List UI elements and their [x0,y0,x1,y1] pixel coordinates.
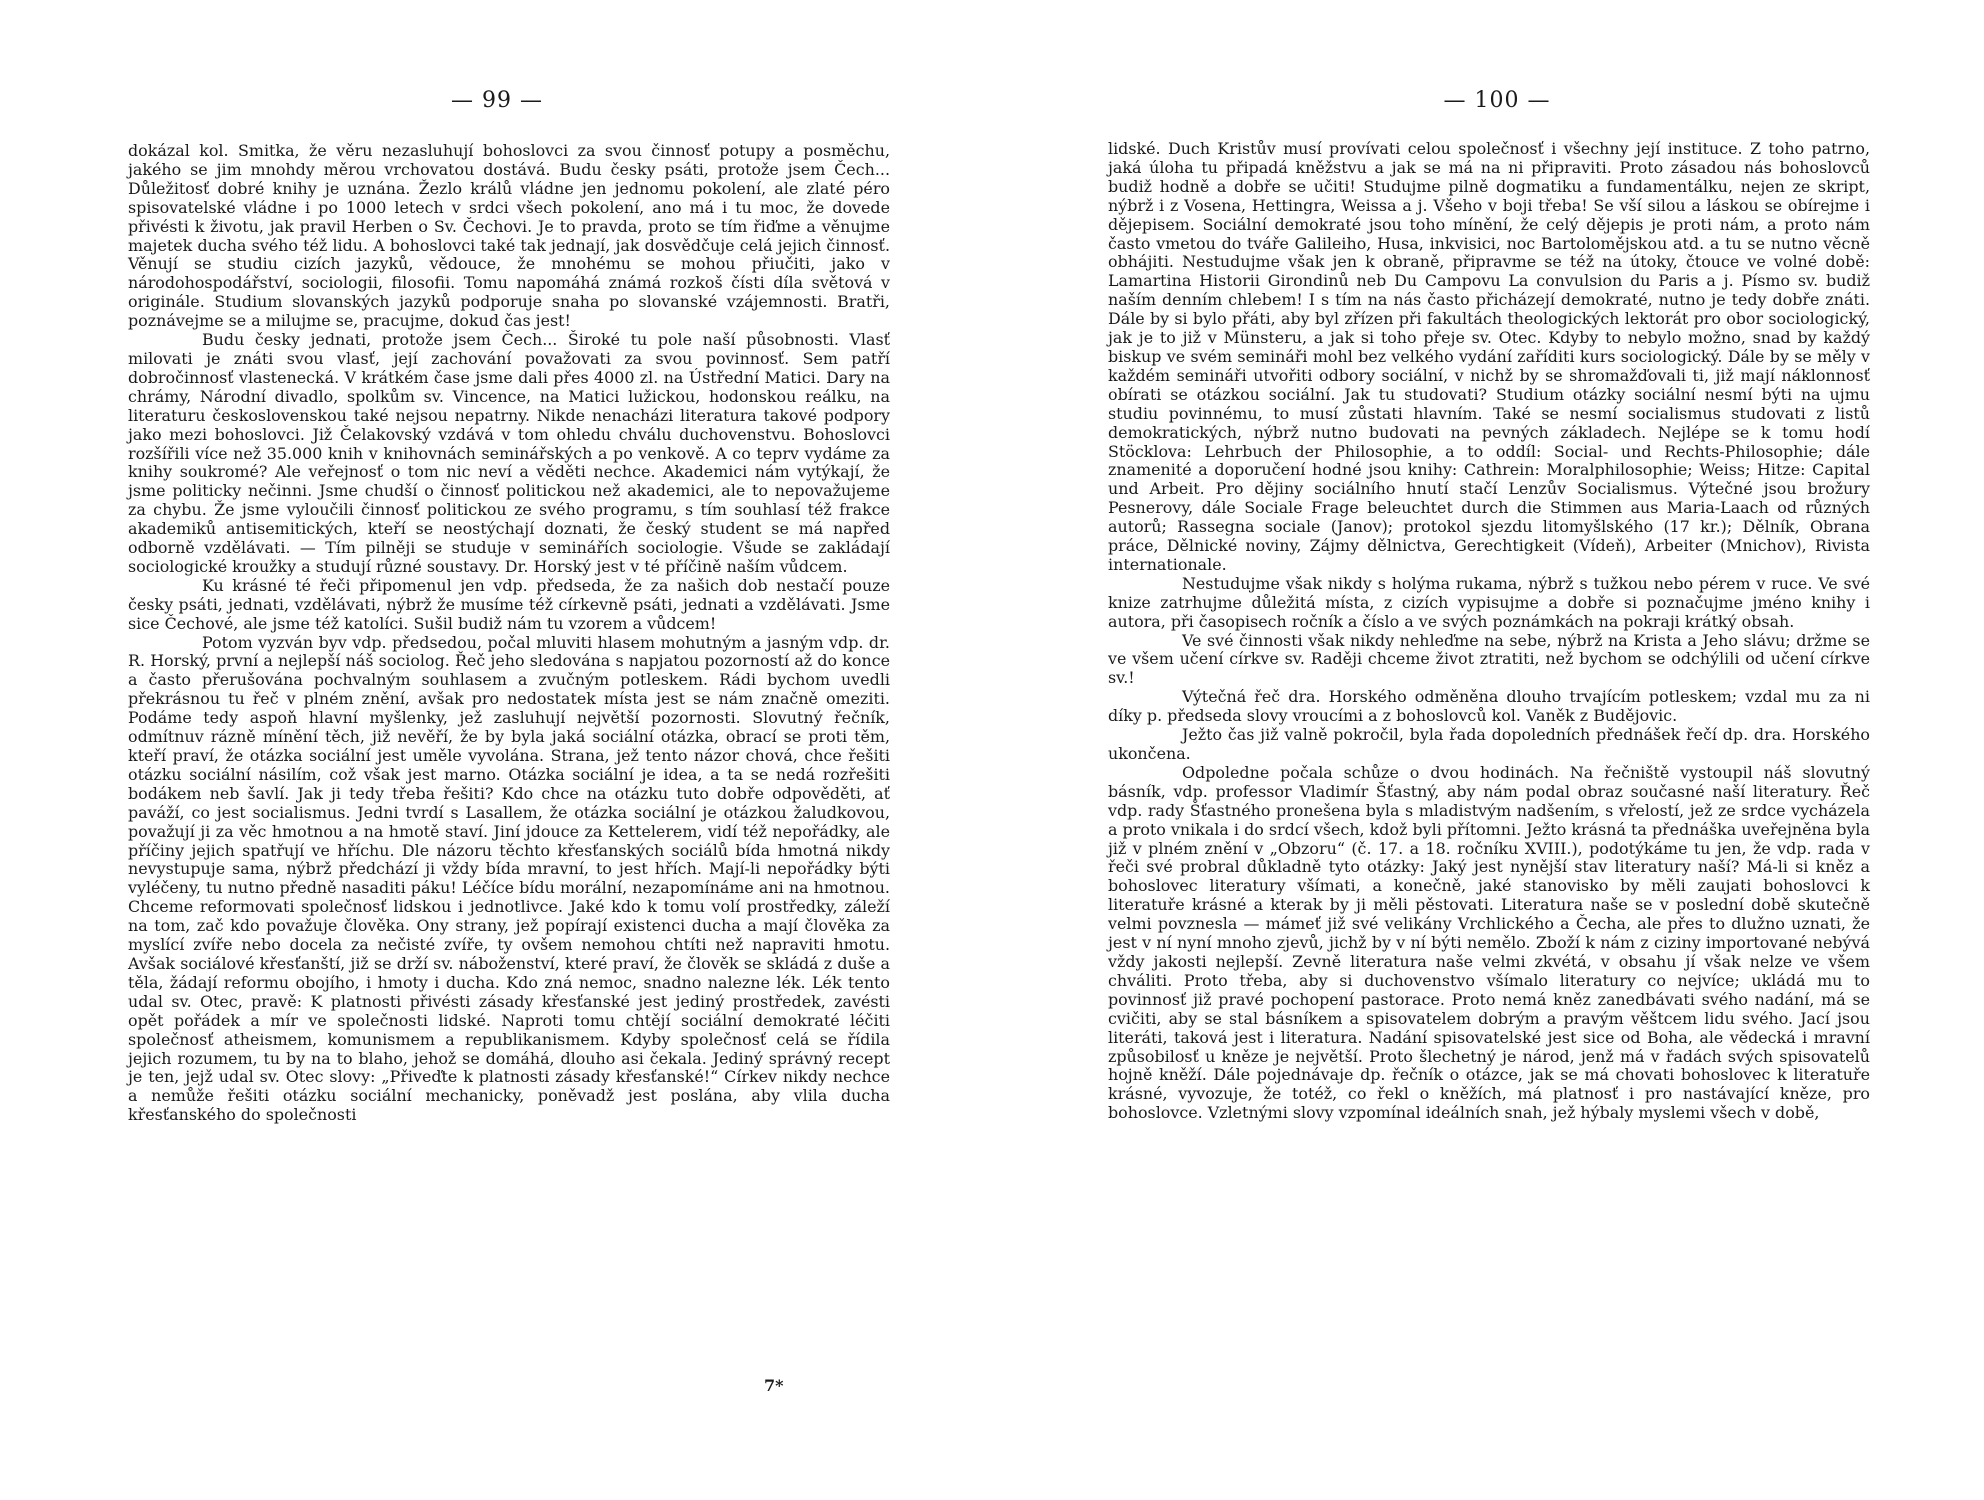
paragraph: Odpoledne počala schůze o dvou hodinách. Na řečniště vystoupil náš slovutný básník, vdp. professor Vladimír Šťastný, aby nám podal obraz současné naší literatury. Řeč vdp. rady Šťastného pronešena byla s mladistvým nadšením, s vřelostí, jež ze srdce vycházela a proto vnikala i do srdcí všech, kdož byli přítomni. Ježto krásná ta přednáška uveřejněna byla již v plném znění v „Obzoru“ (č. 17. a 18. ročníku XVIII.), podotýkáme tu jen, že vdp. rada v řeči své probral důkladně tyto otázky: Jaký jest nynější stav literatury naší? Má-li si kněz a bohoslovec literatury všímati, a konečně, jaké stanovisko by měli zaujati bohoslovci k literatuře krásné a kterak by ji měli pěstovati. Literatura naše se v poslední době skutečně velmi povznesla — mámeť již své velikány Vrchlického a Čecha, ale přes to dlužno uznati, že jest v ní nyní mnoho zjevů, jichž by v ní býti nemělo. Zboží k nám z ciziny importované nebývá vždy jakosti nejlepší. Zevně literatura naše velmi zkvétá, v obsahu jí však nelze ve všem chváliti. Proto třeba, aby si duchovenstvo všímalo literatury co nejvíce; ukládá mu to povinnosť již pravé pochopení pastorace. Proto nemá kněz zanedbávati svého nadání, má se cvičiti, aby se stal básníkem a spisovatelem dobrým a pravým věštcem lidu svého. Jací jsou literáti, taková jest i literatura. Nadání spisovatelské jest sice od Boha, ale vědecká i mravní způsobilosť u kněze je největší. Proto šlechetný je národ, jenž má v řadách svých spisovatelů hojně kněží. Dále pojednávaje dp. řečník o otázce, jak se má chovati bohoslovec k literatuře krásné, vyvozuje, že totéž, co řekl o kněžích, má platnosť i pro nastávající kněze, pro bohoslovce. Vzletnými slovy vzpomínal ideálních snah, jež hýbaly myslemi všech v době, [1108,762,1870,1123]
page-number: — 99 — [451,88,543,113]
paragraph: Budu česky jednati, protože jsem Čech... Široké tu pole naší působnosti. Vlasť milovati je znáti svou vlasť, její zachování považovati za svou povinnosť. Sem patří dobročinnosť vlastenecká. V krátkém čase jsme dali přes 4000 zl. na Ústřední Matici. Dary na chrámy, Národní divadlo, spolkům sv. Vincence, na Matici lužickou, hodonskou reálku, na literaturu československou také nejsou nepatrny. Nikde nenacházi literatura takové podpory jako mezi bohoslovci. Již Čelakovský vzdává v tom ohledu chválu duchovenstvu. Bohoslovci rozšířili více než 35.000 knih v knihovnách seminářských a po venkově. A co teprv vydáme za knihy soukromé? Ale veřejnosť o tom nic neví a věděti nechce. Akademici nám vytýkají, že jsme politicky nečinni. Jsme chudší o činnosť politickou než akademici, ale to nepovažujeme za chybu. Že jsme vyloučili činnosť politickou ze svého programu, s tím souhlasí též frakce akademiků antisemitických, kteří se neostýchají doznati, že český student se má napřed odborně vzdělávati. — Tím pilněji se studuje v seminářích sociologie. Všude se zakládají sociologické kroužky a studují různé soustavy. Dr. Horský jest v té příčině naším vůdcem. [128,330,890,576]
paragraph: Ježto čas již valně pokročil, byla řada dopoledních přednášek řečí dp. dra. Horského ukončena. [1108,725,1870,763]
signature-mark: 7* [764,1376,784,1395]
paragraph: lidské. Duch Kristův musí provívati celou společnosť i všechny její instituce. Z toho patrno, jaká úloha tu připadá kněžstvu a jak se má na ni připraviti. Proto zásadou nás bohoslovců budiž hodně a dobře se učiti! Studujme pilně dogmatiku a fundamentálku, nejen ze skript, nýbrž i z Vosena, Hettingra, Weissa a j. Všeho v boji třeba! Se vší silou a láskou se obírejme i dějepisem. Sociální demokraté jsou toho mínění, že celý dějepis je proti nám, a proto nám často vmetou do tváře Galileiho, Husa, inkvisici, noc Bartolomějskou atd. a tu se nutno věcně obhájiti. Nestudujme však jen k obraně, připravme se též na útoky, čtouce ve volné době: Lamartina Historii Girondinů neb Du Campovu La convulsion du Paris a j. Písmo sv. budiž naším denním chlebem! I s tím na nás často přicházejí demokraté, nutno je tedy dobře znáti. Dále by si bylo přáti, aby byl zřízen při fakultách theologických lektorát pro obor sociologický, jak je to již v Münsteru, a jak si toho přeje sv. Otec. Kdyby to nebylo možno, snad by každý biskup ve svém semináři mohl bez velkého vydání zaříditi kurs sociologický. Dále by se měly v každém semináři utvořiti odbory sociální, v nichž by se shromažďovali ti, již mají náklonnosť obírati se otázkou sociální. Jak tu studovati? Studium otázky sociální nesmí býti na ujmu studiu povinnému, to musí zůstati hlavním. Také se nesmí socialismus studovati z listů demokratických, nýbrž nutno budovati na pevných základech. Nejlépe se k tomu hodí Stöcklova: Lehrbuch der Philosophie, a to oddíl: Social- und Rechts-Philosophie; dále znamenité a doporučení hodné jsou knihy: Cathrein: Moralphilosophie; Weiss; Hitze: Capital und Arbeit. Pro dějiny sociálního hnutí stačí Lenzův Socialismus. Výtečné jsou brožury Pesnerovy, dále Sociale Frage beleuchtet durch die Stimmen aus Maria-Laach od různých autorů; Rassegna sociale (Janov); protokol sjezdu litomyšlského (17 kr.); Dělník, Obrana práce, Dělnické noviny, Zájmy dělnictva, Gerechtigkeit (Vídeň), Arbeiter (Mnichov), Rivista internationale. [1108,139,1870,574]
page-body [128,142,890,1125]
page-number: — 100 — [1443,88,1551,113]
paragraph: Ve své činnosti však nikdy nehleďme na sebe, nýbrž na Krista a Jeho slávu; držme se ve všem učení církve sv. Raději chceme život ztratiti, než bychom se odchýlili od učení církve sv.! [1108,630,1870,688]
paragraph: dokázal kol. Smitka, že věru nezasluhují bohoslovci za svou činnosť potupy a posměchu, jakého se jim mnohdy měrou vrchovatou dostává. Budu česky psáti, protože jsem Čech... Důležitosť dobré knihy je uznána. Žezlo králů vládne jen jednomu pokolení, ale zlaté péro spisovatelské vládne i po 1000 letech v srdci všech pokolení, ano má i tu moc, že dovede přivésti k životu, jak pravil Herben o Sv. Čechovi. Je to pravda, proto se tím řiďme a věnujme majetek ducha svého též lidu. A bohoslovci také tak jednají, jak dosvědčuje celá jejich činnosť. Věnují se studiu cizích jazyků, vědouce, že mnohému se mohou přiučiti, jako v národohospodářství, sociologii, filosofii. Tomu napomáhá známá rozkoš čísti díla světová v originále. Studium slovanských jazyků podporuje snaha po slovanské vzájemnosti. Bratři, poznávejme se a milujme se, pracujme, dokud čas jest! [128,141,890,331]
paragraph: Nestudujme však nikdy s holýma rukama, nýbrž s tužkou nebo pérem v ruce. Ve své knize zatrhujme důležitá místa, z cizích vypisujme a dobře si poznačujme jméno knihy i autora, při časopisech ročník a číslo a ve svých poznámkách na pokraji krátký obsah. [1108,573,1870,631]
paragraph: Výtečná řeč dra. Horského odměněna dlouho trvajícím potleskem; vzdal mu za ni díky p. předseda slovy vroucími a z bohoslovců kol. Vaněk z Budějovic. [1108,687,1870,726]
page-body [1108,140,1870,1123]
paragraph: Potom vyzván byv vdp. předsedou, počal mluviti hlasem mohutným a jasným vdp. dr. R. Horský, první a nejlepší náš sociolog. Řeč jeho sledována s napjatou pozorností až do konce a často přerušována pochvalným souhlasem a zvučným potleskem. Rádi bychom uvedli překrásnou tu řeč v plném znění, avšak pro nedostatek místa jest se nám značně omeziti. Podáme tedy aspoň hlavní myšlenky, jež zasluhují největší pozornosti. Slovutný řečník, odmítnuv rázně mínění těch, již nevěří, že by byla jaká sociální otázka, obrací se proti těm, kteří praví, že otázka sociální jest uměle vyvolána. Strana, jež tento názor chová, chce řešiti otázku sociální násilím, což však jest marno. Otázka sociální je idea, a ta se nedá rozřešiti bodákem neb šavlí. Jak ji tedy třeba řešiti? Kdo chce na otázku tuto dobře odpověděti, ať paváží, co jest socialismus. Jedni tvrdí s Lasallem, že otázka sociální je otázkou žaludkovou, považují ji za věc hmotnou a na hmotě staví. Jiní jdouce za Kettelerem, vidí též nepořádky, ale příčiny jejich spatřují ve hříchu. Dle názoru těchto křesťanských sociálů bída hmotná nikdy nevystupuje sama, nýbrž předchází ji vždy bída mravní, to jest hřích. Mají-li nepořádky býti vyléčeny, tu nutno předně nasaditi páku! Léčíce bídu morální, nezapomínáme ani na hmotnou. Chceme reformovati společnosť lidskou i jednotlivce. Jaké kdo k tomu volí prostředky, záleží na tom, zač kdo považuje člověka. Ony strany, jež popírají existenci ducha a mají člověka za myslící zvíře nebo docela za nečisté zvíře, ty ovšem nemohou chtíti než napraviti hmotu. Avšak sociálové křesťanští, již se drží sv. náboženství, které praví, že člověk se skládá z duše a těla, žádají reformu obojího, i hmoty i ducha. Kdo zná nemoc, snadno nalezne lék. Lék tento udal sv. Otec, pravě: K platnosti přivésti zásady křesťanské jest jediný prostředek, zavésti opět pořádek a mír ve společnosti lidské. Naproti tomu chtějí sociální demokraté léčiti společnosť atheismem, komunismem a republikanismem. Kdyby společnosť celá se řídila jejich rozumem, tu by na to blaho, jehož se domáhá, dlouho asi čekala. Jediný správný recept je ten, jejž udal sv. Otec slovy: „Přiveďte k platnosti zásady křesťanské!“ Církev nikdy nechce a nemůže řešiti otázku sociální mechanicky, poněvadž jest poslána, aby vlila ducha křesťanského do společnosti [128,632,890,1125]
paragraph: Ku krásné té řeči připomenul jen vdp. předseda, že za našich dob nestačí pouze česky psáti, jednati, vzdělávati, nýbrž že musíme též církevně psáti, jednati a vzdělávati. Jsme sice Čechové, ale jsme též katolíci. Sušil budiž nám tu vzorem a vůdcem! [128,575,890,633]
